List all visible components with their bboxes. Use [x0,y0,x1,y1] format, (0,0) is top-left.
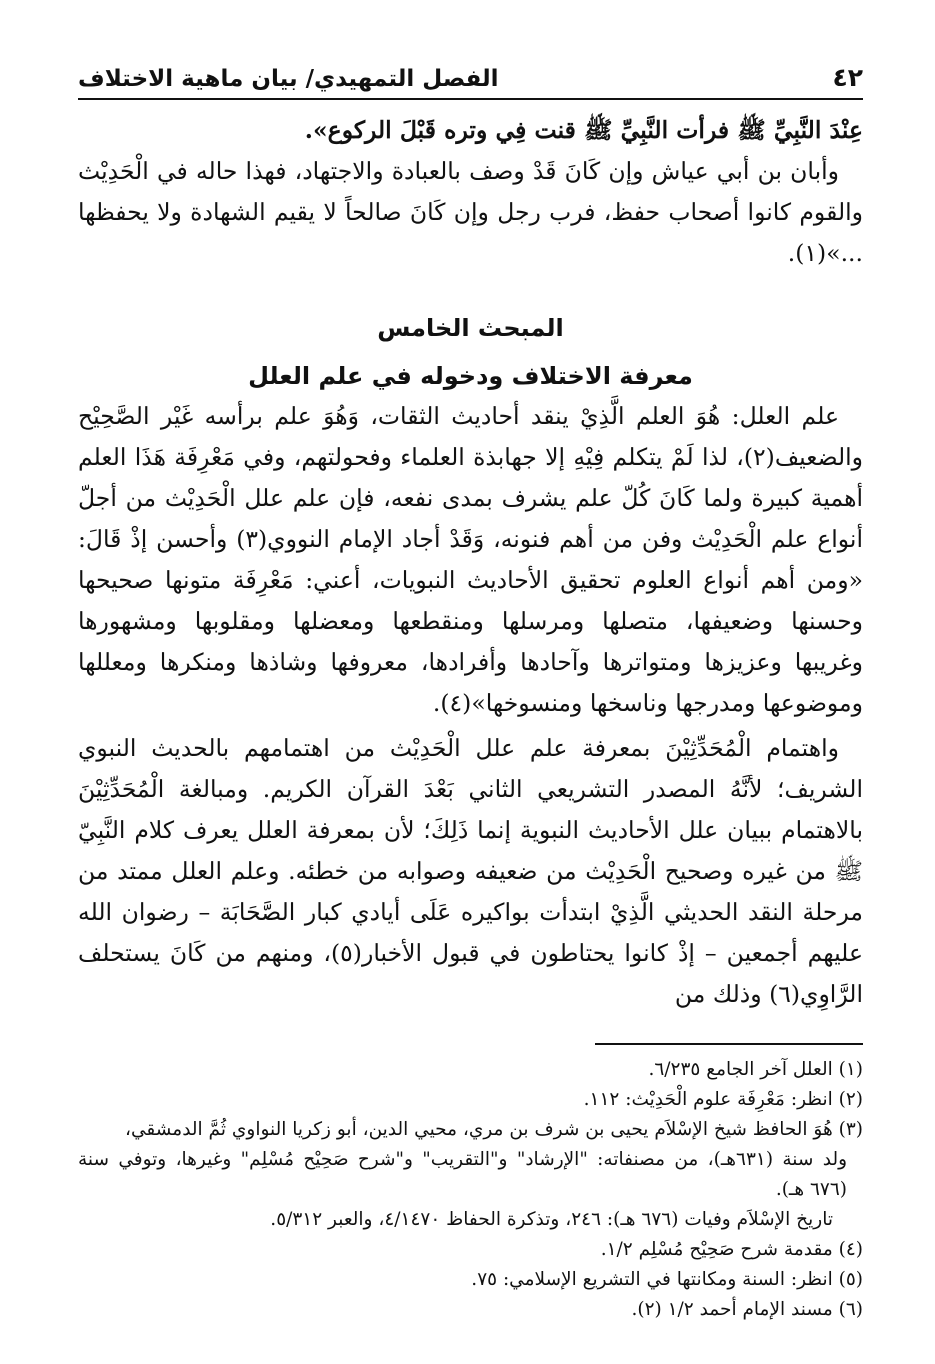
footnote: (٣) هُوَ الحافظ شيخ الإسْلاَم يحيى بن شرف بن مري، محيي الدين، أبو زكريا النواوي ثُمَّ الدمشقي، [125,1119,863,1140]
paragraph: علم العلل: هُوَ العلم الَّذِيْ ينقد أحاديث الثقات، وَهُوَ علم برأسه غَيْر الصَّحِيْح والضعيف(٢)، لذا لَمْ يتكلم فِيْهِ إلا جهابذة العلماء وفحولتهم، وفي مَعْرِفَة هَذَا العلم أهمية كبيرة ولما كَانَ كُلّ علم يشرف بمدى نفعه، فإن علم علل الْحَدِيْث من أجلّ أنواع علم الْحَدِيْث وفن من أهم فنونه، وَقَدْ أجاد الإمام النووي(٣) وأحسن إذْ قَالَ: «ومن أهم أنواع العلوم تحقيق الأحاديث النبويات، أعني: مَعْرِفَة متونها صحيحها وحسنها وضعيفها، متصلها ومرسلها ومنقطعها ومعضلها ومقلوبها ومشهورها وغريبها وعزيزها ومتواترها وآحادها وأفرادها، معروفها وشاذها ومنكرها ومعللها وموضوعها ومدرجها وناسخها ومنسوخها»(٤). [78,402,863,717]
section-subheading: معرفة الاختلاف ودخوله في علم العلل [248,362,693,390]
main-text [78,110,863,1015]
footnote: (٤) مقدمة شرح صَحِيْح مُسْلِم ١/٢. [600,1239,863,1260]
footnotes [78,1055,863,1325]
footnote: (١) العلل آخر الجامع ٦/٢٣٥. [648,1059,863,1080]
running-header [78,52,863,100]
paragraph: وأبان بن أبي عياش وإن كَانَ قَدْ وصف بالعبادة والاجتهاد، فهذا حاله في الْحَدِيْث والقوم كانوا أصحاب حفظ، فرب رجل وإن كَانَ صالحاً لا يقيم الشهادة ولا يحفظها ...»(١). [78,157,863,267]
paragraph: واهتمام الْمُحَدِّثِيْنَ بمعرفة علم علل الْحَدِيْث من اهتمامهم بالحديث النبوي الشريف؛ لأنَّهُ المصدر التشريعي الثاني بَعْدَ القرآن الكريم. ومبالغة الْمُحَدِّثِيْنَ بالاهتمام ببيان علل الأحاديث النبوية إنما ذَلِكَ؛ لأن بمعرفة العلل يعرف كلام النَّبِيّ ﷺ من غيره وصحيح الْحَدِيْث من ضعيفه وصوابه من خطئه. وعلم العلل ممتد من مرحلة النقد الحديثي الَّذِيْ ابتدأت بواكيره عَلَى أيادي كبار الصَّحَابَة – رضوان الله عليهم أجمعين – إذْ كانوا يحتاطون في قبول الأخبار(٥)، ومنهم من كَانَ يستحلف الرَّاوِي(٦) وذلك من [78,734,863,1008]
footnote: (٦) مسند الإمام أحمد ١/٢ (٢). [631,1299,863,1320]
section-heading: المبحث الخامس [377,314,564,342]
footnote: (٢) انظر: مَعْرِفَة علوم الْحَدِيْث: ١١٢. [583,1089,863,1110]
footnote: (٥) انظر: السنة ومكانتها في التشريع الإسلامي: ٧٥. [471,1269,863,1290]
chapter-title: الفصل التمهيدي/ بيان ماهية الاختلاف [78,66,499,92]
quote-continuation: عِنْدَ النَّبِيِّ ﷺ فرأت النَّبِيِّ ﷺ قنت فِي وتره قَبْلَ الركوع». [304,116,863,144]
footnote-continuation: ولد سنة (٦٣١هـ)، من مصنفاته: "الإرشاد" و"التقريب" و"شرح صَحِيْح مُسْلِم" وغيرها، وتوفي سنة (٦٧٦ هـ). [78,1149,848,1200]
footnote-divider [595,1043,863,1045]
footnote-continuation: تاريخ الإسْلاَم وفيات (٦٧٦ هـ): ٢٤٦، وتذكرة الحفاظ ٤/١٤٧٠، والعبر ٥/٣١٢. [270,1209,833,1230]
page-number: ٤٢ [832,63,863,92]
